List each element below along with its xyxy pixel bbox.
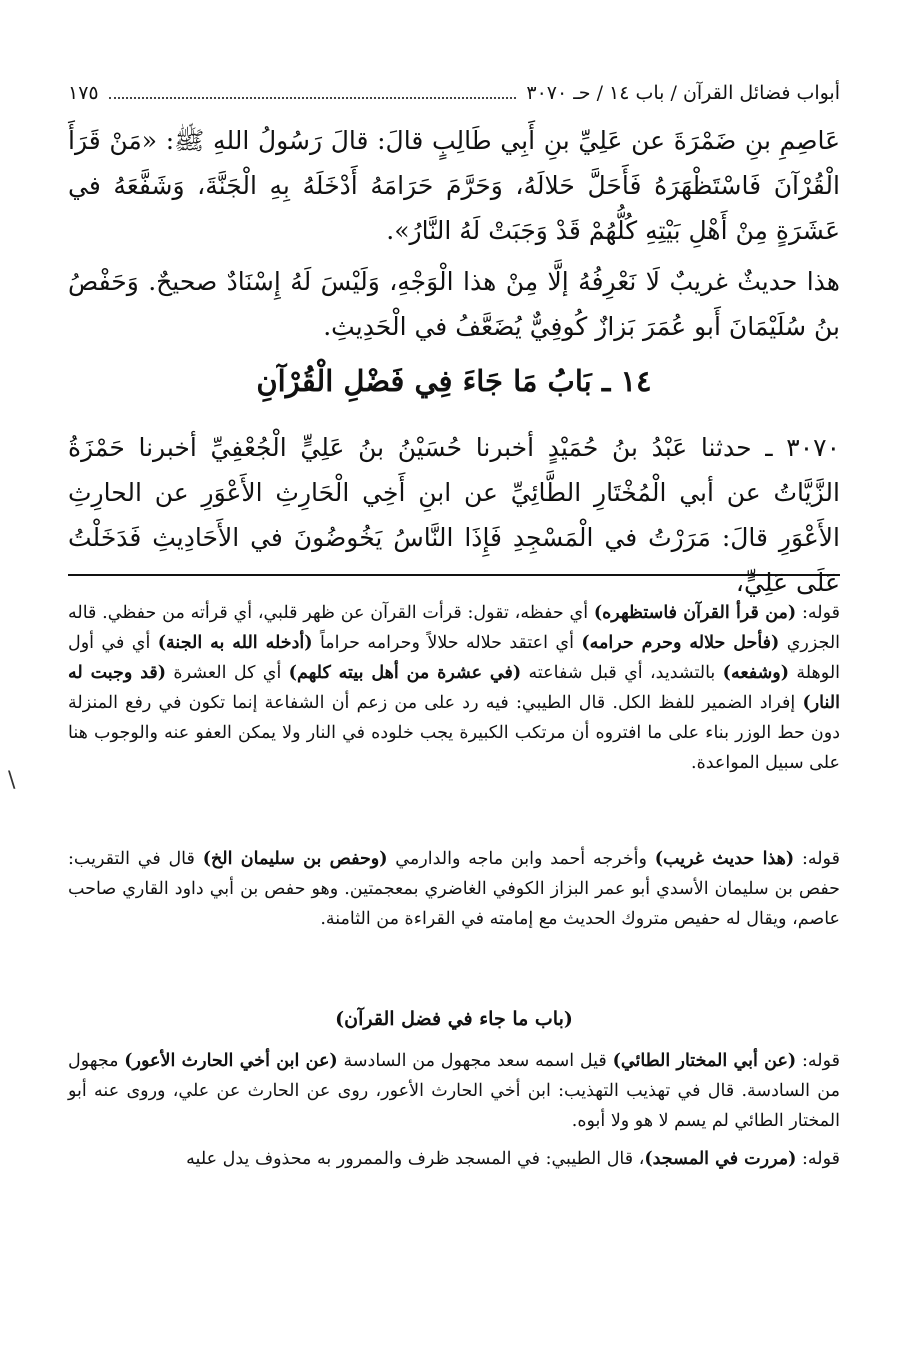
note-text: قوله: [796, 1149, 840, 1169]
note-text: قال في التقريب: حفص بن سليمان الأسدي أبو عمر البزاز الكوفي الغاضري بمعجمتين. وهو حفص بن أبي داود القاري صاحب عاصم، ويقال له حفيص متروك الحديث مع إمامته في القراءة من الثامنة. [68, 849, 840, 929]
note-quoted-lemma: (أدخله الله به الجنة) [157, 633, 313, 653]
note-text: ، قال الطيبي: في المسجد ظرف والممرور به محذوف يدل عليه [186, 1149, 645, 1169]
note-text: أي حفظه، تقول: قرأت القرآن عن ظهر قلبي، أي قرأته من حفظي. قاله الجزري [68, 603, 841, 653]
note-quoted-lemma: (عن ابن أخي الحارث الأعور) [124, 1051, 338, 1071]
note-text: قوله: [796, 1051, 840, 1071]
footnote-separator [68, 574, 840, 576]
hadith-text-continuation: عَاصِمِ بنِ ضَمْرَةَ عن عَلِيِّ بنِ أَبِي طَالِبٍ قالَ: قالَ رَسُولُ اللهِ ﷺ: «مَنْ قَرَأَ الْقُرْآنَ فَاسْتَظْهَرَهُ فَأَحَلَّ حَلالَهُ، وَحَرَّمَ حَرَامَهُ أَدْخَلَهُ بِهِ الْجَنَّةَ، وَشَفَّعَهُ في عَشَرَةٍ مِنْ أَهْلِ بَيْتِهِ كُلُّهُمْ قَدْ وَجَبَتْ لَهُ النَّارُ». [68, 126, 840, 245]
note-text: أي اعتقد حلاله حلالاً وحرامه حراماً [312, 633, 582, 653]
note-text: وأخرجه أحمد وابن ماجه والدارمي [387, 849, 655, 869]
note-text: أي في أول الوهلة [68, 633, 841, 683]
note-quoted-lemma: (فأحل حلاله وحرم حرامه) [581, 633, 780, 653]
main-text [68, 118, 840, 597]
note-quoted-lemma: (في عشرة من أهل بيته كلهم) [288, 663, 522, 683]
note-quoted-lemma: (وحفص بن سليمان الخ) [202, 849, 388, 869]
running-header [68, 80, 840, 110]
note-text: أي كل العشرة [166, 663, 289, 683]
note-text: إفراد الضمير للفظ الكل. قال الطيبي: فيه رد على من زعم أن الشفاعة إنما تكون في رفع المنزلة دون حط الوزر بناء على ما افتروه أن مرتكب الكبيرة يجب خلوده في النار ولا يمكن العفو عنه والوجوب هنا على سبيل المواعدة. [68, 693, 840, 773]
notes-chapter-heading: (باب ما جاء في فضل القرآن) [335, 1008, 573, 1030]
note-quoted-lemma: (هذا حديث غريب) [654, 849, 795, 869]
note-text: بالتشديد، أي قبل شفاعته [521, 663, 723, 683]
note-quoted-lemma: (عن أبي المختار الطائي) [612, 1051, 797, 1071]
margin-mark: \ [8, 768, 16, 793]
note-quoted-lemma: (وشفعه) [722, 663, 790, 683]
note-text: قيل اسمه سعد مجهول من السادسة [337, 1051, 613, 1071]
tirmidhi-commentary: هذا حديثٌ غريبٌ لَا نَعْرِفُهُ إلَّا مِنْ هذا الْوَجْهِ، وَلَيْسَ لَهُ إِسْنَادٌ صحيحٌ. وَحَفْصُ بنُ سُلَيْمَانَ أَبو عُمَرَ بَزازٌ كُوفِيٌّ يُضَعَّفُ في الْحَدِيثِ. [68, 267, 840, 341]
footnotes [68, 598, 840, 1176]
dotted-leader [109, 83, 517, 99]
chapter-title: ١٤ ـ بَابُ مَا جَاءَ فِي فَضْلِ الْقُرْآنِ [256, 364, 652, 398]
hadith-3070: ٣٠٧٠ ـ حدثنا عَبْدُ بنُ حُمَيْدٍ أخبرنا حُسَيْنُ بنُ عَلِيٍّ الْجُعْفِيِّ أخبرنا حَمْزَةُ الزَّيَّاتُ عن أبي الْمُخْتَارِ الطَّائِيِّ عن ابنِ أَخِي الْحَارِثِ الأَعْوَرِ عن الحارِثِ الأَعْوَرِ قالَ: مَرَرْتُ في الْمَسْجِدِ فَإِذَا النَّاسُ يَخُوضُونَ في الأَحَادِيثِ فَدَخَلْتُ عَلَى عَلِيٍّ، [68, 433, 840, 597]
note-1 [68, 598, 840, 836]
note-text: مجهول من السادسة. قال في تهذيب التهذيب: ابن أخي الحارث الأعور، روى عن الحارث عن علي، وروى عنه أبو المختار الطائي لم يسم لا هو ولا أبوه. [68, 1051, 840, 1131]
page-number: ١٧٥ [68, 82, 99, 104]
note-2 [68, 844, 840, 994]
note-4 [68, 1144, 840, 1176]
note-text: قوله: [794, 849, 840, 869]
note-3 [68, 1046, 840, 1136]
book-page [68, 80, 840, 1340]
header-title: أبواب فضائل القرآن / باب ١٤ / حـ ٣٠٧٠ [526, 82, 840, 104]
note-quoted-lemma: (مررت في المسجد) [644, 1149, 797, 1169]
note-text: قوله: [796, 603, 840, 623]
note-quoted-lemma: (قد وجبت له النار) [68, 663, 840, 713]
note-quoted-lemma: (من قرأ القرآن فاستظهره) [593, 603, 797, 623]
